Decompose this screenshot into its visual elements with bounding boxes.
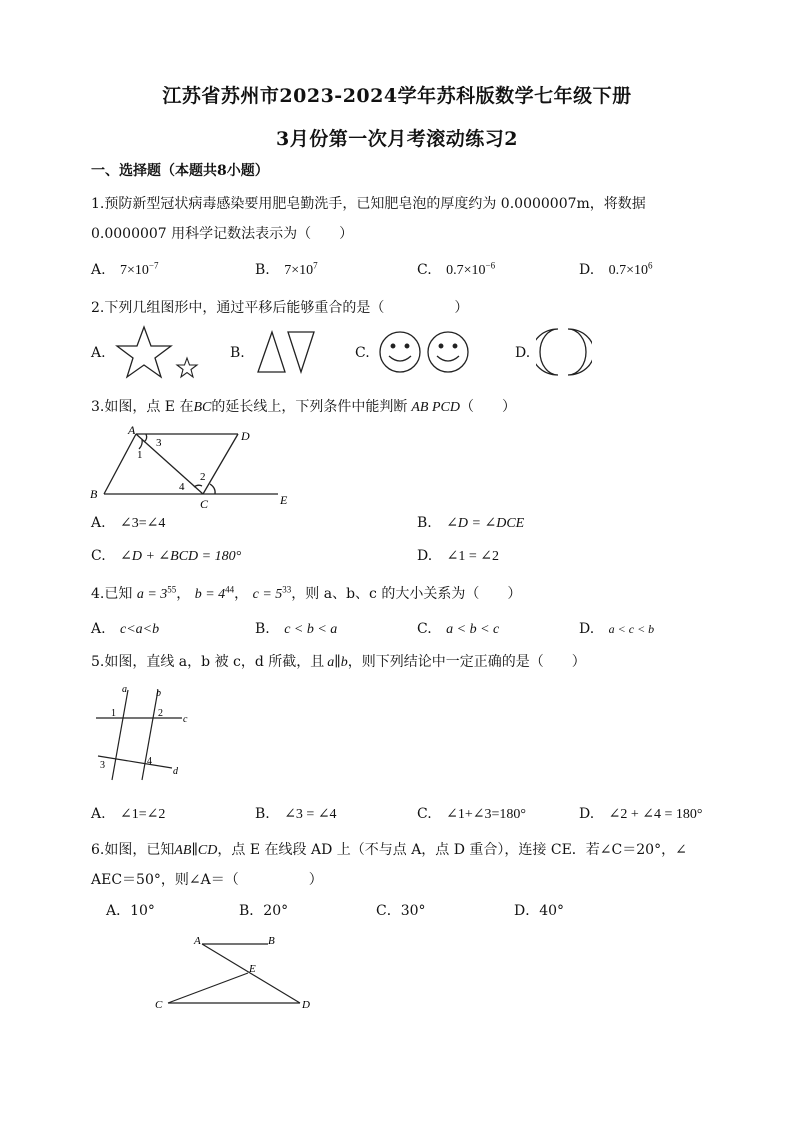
label-e: E [249, 963, 256, 975]
label-a: a [122, 684, 127, 695]
doc-title-line1: 江苏省苏州市2023-2024学年苏科版数学七年级下册 [162, 85, 632, 107]
q3-stem [91, 396, 516, 416]
q3-option-a [91, 515, 165, 532]
q5-option-d-text: ∠2 + ∠4 = 180° [608, 807, 703, 822]
q1-option-b-exp: 7 [313, 260, 318, 271]
label-c: c [183, 714, 188, 725]
q4-a-eq: a = 3 [136, 587, 168, 602]
q4-option-d-letter: D. [579, 621, 595, 637]
label-d: D [302, 999, 310, 1011]
upward-triangle-shape [258, 332, 285, 372]
q5-option-b [255, 806, 337, 823]
q1-stem-line2: 0.0000007 用科学记数法表示为（ ） [91, 226, 354, 242]
q4-option-b-letter: B. [255, 621, 270, 637]
q1-option-d-exp: 6 [648, 260, 653, 271]
segment-ce [168, 973, 248, 1003]
q2-option-a-letter: A. [91, 345, 106, 361]
q3-option-d-text: ∠1 = ∠2 [446, 549, 499, 564]
label-b: b [156, 688, 161, 699]
q4-c-exp: 33 [282, 584, 292, 595]
q5-option-c [417, 806, 526, 823]
label-angle-4: 4 [179, 481, 185, 493]
segment-ac [136, 434, 203, 494]
q5-option-b-letter: B. [255, 806, 270, 822]
label-c: C [155, 999, 163, 1011]
q1-option-d-letter: D. [579, 262, 595, 278]
q5-option-c-letter: C. [417, 806, 432, 822]
q3-stem-bc: BC [193, 400, 212, 415]
q4-option-a-letter: A. [91, 621, 106, 637]
large-star-shape [117, 327, 171, 377]
q1-option-b-base: 7×10 [284, 263, 314, 278]
q1-option-d-base: 0.7×10 [608, 263, 649, 278]
q6-option-a: A．10° [106, 903, 155, 919]
q1-option-a-exp: −7 [148, 260, 159, 271]
q6-stem-condition: AB∥CD [174, 843, 218, 858]
q3-option-a-text: ∠3=∠4 [120, 516, 166, 531]
q3-stem-part3: （ ） [459, 399, 516, 415]
q5-option-a-letter: A. [91, 806, 106, 822]
q4-option-c [417, 621, 499, 638]
q4-option-d-text: a < c < b [608, 622, 655, 636]
q6-option-d: D．40° [514, 903, 565, 919]
label-angle-1: 1 [137, 449, 143, 461]
q5-stem-part2: ，则下列结论中一定正确的是（ ） [347, 654, 586, 670]
q3-option-b-text: ∠D = ∠DCE [446, 516, 525, 531]
label-d: d [173, 766, 178, 777]
left-crescent-shape [536, 329, 558, 375]
label-a: A [194, 935, 201, 947]
downward-triangle-shape [288, 332, 314, 372]
q4-option-c-letter: C. [417, 621, 432, 637]
q1-option-c [417, 262, 495, 279]
q2-option-c-letter: C. [355, 345, 370, 361]
q3-stem-part1: 3.如图，点 E 在 [91, 399, 194, 415]
q2-stem: 2.下列几组图形中，通过平移后能够重合的是（ ） [91, 300, 469, 316]
right-crescent-shape [568, 329, 592, 375]
q1-option-a-base: 7×10 [120, 263, 149, 278]
q5-option-a-text: ∠1=∠2 [120, 807, 166, 822]
q4-option-a [91, 621, 159, 638]
q5-stem-part1: 5.如图，直线 a，b 被 c，d 所截，且 [91, 654, 325, 670]
q1-option-a-letter: A. [91, 262, 106, 278]
label-d: D [241, 429, 250, 443]
smiley-face-right [428, 332, 468, 372]
label-angle-2: 2 [200, 471, 206, 483]
q4-c-eq: c = 5 [252, 587, 283, 602]
q6-parallel-lines-figure [150, 932, 322, 1014]
q2-option-c-smileys-figure [376, 328, 472, 376]
q4-option-a-text: c<a<b [120, 622, 160, 637]
angle-1-arc [139, 439, 142, 449]
q3-parallelogram-figure [86, 422, 296, 510]
q4-b-exp: 44 [225, 584, 235, 595]
label-e: E [280, 493, 288, 507]
q3-stem-part2: 的延长线上，下列条件中能判断 [211, 399, 408, 415]
q5-option-a [91, 806, 165, 823]
q4-stem: 4.已知 $a = 3^{55}$， $b = 4^{44}$， $c = 5^{33}$，则 a、b、c 的大小关系为（ ） [91, 584, 522, 602]
q3-option-d [417, 548, 499, 565]
q4-b-eq: b = 4 [194, 587, 226, 602]
label-a: A [128, 423, 136, 437]
q6-stem-part2: ，点 E 在线段 AD 上（不与点 A，点 D 重合），连接 CE．若∠C＝20°，∠ [217, 842, 687, 858]
q6-option-c: C．30° [376, 903, 426, 919]
segment-ab [104, 434, 136, 494]
q2-option-d-letter: D. [515, 345, 531, 361]
q2-option-b-letter: B. [230, 345, 245, 361]
q3-option-b [417, 515, 524, 532]
q2-option-a-stars-figure [112, 322, 202, 380]
doc-title-line2: 3月份第一次月考滚动练习2 [276, 128, 518, 150]
q5-option-d-letter: D. [579, 806, 595, 822]
q1-option-b [255, 262, 318, 279]
label-b: B [90, 487, 98, 501]
q1-option-b-letter: B. [255, 262, 270, 278]
q3-option-c-text: ∠D + ∠BCD = 180° [120, 549, 242, 564]
q5-stem-condition: a∥b [327, 655, 348, 670]
q5-option-c-text: ∠1+∠3=180° [446, 807, 526, 822]
q3-stem-condition: AB PCD [411, 400, 460, 415]
label-angle-3: 3 [156, 437, 162, 449]
smiley-face-left [380, 332, 420, 372]
small-star-shape [177, 358, 197, 377]
section-heading: 一、选择题（本题共8小题） [91, 163, 269, 179]
q4-option-b [255, 621, 337, 638]
q6-stem-part1: 6.如图，已知 [91, 842, 175, 858]
q3-option-d-letter: D. [417, 548, 433, 564]
segment-dc [203, 434, 238, 494]
q1-option-a [91, 262, 159, 279]
label-angle-2: 2 [158, 708, 163, 719]
q4-a-exp: 55 [167, 584, 177, 595]
q2-option-d-crescents-figure [536, 326, 592, 378]
q1-stem-line1: 1.预防新型冠状病毒感染要用肥皂勤洗手，已知肥皂泡的厚度约为 0.0000007m，将数据 [91, 196, 646, 212]
q5-option-d [579, 806, 703, 823]
q4-stem-part1: 4.已知 [91, 586, 133, 602]
q4-stem-part2: ，则 a、b、c 的大小关系为（ ） [291, 586, 522, 602]
q1-option-d [579, 262, 653, 279]
q6-stem-line1 [91, 839, 687, 859]
label-c: C [200, 497, 209, 510]
q1-option-c-exp: −6 [485, 260, 496, 271]
q5-transversal-figure [92, 682, 202, 788]
q4-option-d [579, 621, 654, 637]
q2-option-b-triangles-figure [254, 328, 320, 374]
q5-stem [91, 651, 586, 671]
line-d [98, 756, 172, 768]
label-angle-4: 4 [147, 756, 152, 767]
q3-option-c-letter: C. [91, 548, 106, 564]
q3-option-c [91, 548, 241, 565]
label-b: B [268, 935, 275, 947]
q6-option-b: B．20° [239, 903, 289, 919]
line-a [112, 690, 128, 780]
q1-option-c-letter: C. [417, 262, 432, 278]
angle-2-arc [210, 484, 215, 494]
q3-option-b-letter: B. [417, 515, 432, 531]
label-angle-3: 3 [100, 760, 105, 771]
q4-option-b-text: c < b < a [284, 622, 338, 637]
label-angle-1: 1 [111, 708, 116, 719]
q3-option-a-letter: A. [91, 515, 106, 531]
q6-stem-line2: AEC＝50°，则∠A＝（ ） [91, 872, 323, 888]
q4-option-c-text: a < b < c [446, 622, 500, 637]
q5-option-b-text: ∠3 = ∠4 [284, 807, 337, 822]
q1-option-c-base: 0.7×10 [446, 263, 486, 278]
angle-4-arc [194, 485, 202, 487]
